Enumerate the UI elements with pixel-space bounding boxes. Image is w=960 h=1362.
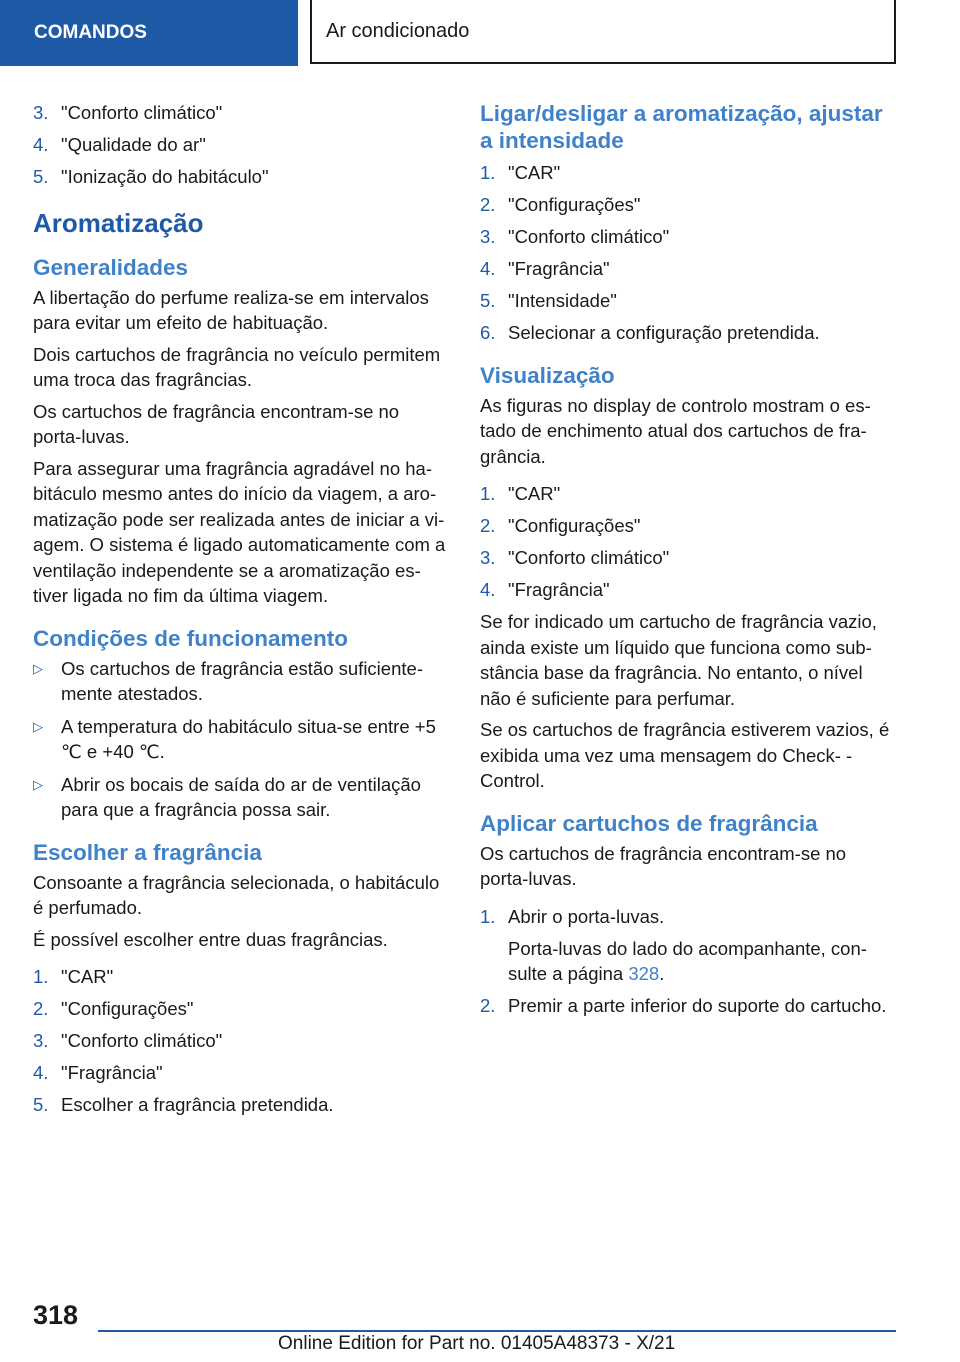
list-text: "CAR" bbox=[61, 966, 114, 987]
paragraph: Para assegurar uma fragrância agradável no habitáculo mesmo antes do início da viagem, a aromatização pode ser realizada antes de iniciar a viagem. O sistema é ligado automaticamente com a ventilação independente se a aromatização estiver ligada no fim da última viagem. bbox=[33, 457, 446, 606]
edition-footer: Online Edition for Part no. 01405A48373 - X/21 bbox=[278, 1333, 676, 1354]
list-number: 2. bbox=[480, 515, 496, 536]
heading-visualizacao: Visualização bbox=[480, 362, 615, 388]
list-number: 5. bbox=[33, 1094, 49, 1115]
list-number: 2. bbox=[33, 998, 49, 1019]
chapter-title: Ar condicionado bbox=[310, 0, 896, 64]
bullet-item bbox=[33, 772, 447, 823]
paragraph: Os cartuchos de fragrância encontram-se no porta-luvas. bbox=[480, 842, 847, 889]
bullet-text: A temperatura do habitáculo situa-se entre +5 ℃ e +40 ℃. bbox=[61, 715, 436, 762]
bullet-item bbox=[33, 656, 447, 707]
list-number: 4. bbox=[33, 1062, 49, 1083]
continued-list bbox=[33, 100, 447, 190]
list-text: "CAR" bbox=[508, 483, 561, 504]
step-note bbox=[508, 936, 890, 987]
list-number: 1. bbox=[480, 162, 496, 183]
list-number: 1. bbox=[33, 966, 49, 987]
list-text: "Conforto climático" bbox=[61, 1030, 223, 1051]
triangle-bullet-icon: ▷ bbox=[33, 660, 43, 676]
list-item bbox=[480, 513, 890, 539]
paragraph: As figuras no display de controlo mostram o estado de enchimento atual dos cartuchos de fragrância. bbox=[480, 394, 871, 467]
list-text: "Conforto climático" bbox=[508, 547, 670, 568]
list-number: 6. bbox=[480, 322, 496, 343]
bullet-text: Os cartuchos de fragrância estão suficientemente atestados. bbox=[61, 657, 423, 704]
note-text: Porta-luvas do lado do acompanhante, consulte a página bbox=[508, 937, 867, 984]
list-text: "Fragrância" bbox=[508, 579, 610, 600]
list-number: 1. bbox=[480, 483, 496, 504]
triangle-bullet-icon: ▷ bbox=[33, 776, 43, 792]
list-text: "Intensidade" bbox=[508, 290, 617, 311]
paragraph: Se os cartuchos de fragrância estiverem vazios, é exibida uma vez uma mensagem do Check- -Control. bbox=[480, 719, 890, 791]
paragraph: Se for indicado um cartucho de fragrância vazio, ainda existe um líquido que funciona como substância base da fragrância. No entanto, o nível não é suficiente para perfumar. bbox=[480, 611, 877, 709]
list-number: 3. bbox=[33, 1030, 49, 1051]
list-item bbox=[480, 192, 890, 218]
list-number: 1. bbox=[480, 905, 496, 927]
steps-list bbox=[480, 481, 890, 603]
list-text: "Qualidade do ar" bbox=[61, 134, 206, 155]
list-text: "Conforto climático" bbox=[61, 102, 223, 123]
list-number: 2. bbox=[480, 194, 496, 215]
section-title-aromatizacao: Aromatização bbox=[33, 207, 204, 238]
footer-divider bbox=[98, 1330, 896, 1332]
page-link[interactable]: 328 bbox=[628, 963, 660, 984]
steps-list bbox=[480, 160, 890, 346]
paragraph: Os cartuchos de fragrância encontram-se no porta-luvas. bbox=[33, 400, 400, 447]
conditions-list bbox=[33, 656, 447, 823]
list-text: "Configurações" bbox=[508, 194, 641, 215]
list-number: 4. bbox=[480, 258, 496, 279]
list-text: Escolher a fragrância pretendida. bbox=[61, 1094, 334, 1115]
list-item bbox=[480, 577, 890, 603]
heading-ligar-desligar: Ligar/desligar a aromatização, ajustar a intensidade bbox=[480, 101, 883, 153]
steps-list bbox=[480, 904, 890, 930]
paragraph: Dois cartuchos de fragrância no veículo permitem uma troca das fragrâncias. bbox=[33, 343, 441, 390]
list-number: 4. bbox=[480, 579, 496, 600]
list-text: "Fragrância" bbox=[508, 258, 610, 279]
list-item bbox=[480, 320, 890, 346]
steps-list bbox=[33, 964, 447, 1118]
heading-escolher: Escolher a fragrância bbox=[33, 839, 262, 865]
list-item bbox=[33, 1092, 447, 1118]
list-item bbox=[33, 164, 447, 190]
list-text: "CAR" bbox=[508, 162, 561, 183]
list-text: "Fragrância" bbox=[61, 1062, 163, 1083]
section-tab: COMANDOS bbox=[0, 0, 298, 66]
bullet-text: Abrir os bocais de saída do ar de ventilação para que a fragrância possa sair. bbox=[61, 773, 421, 820]
list-text: "Ionização do habitáculo" bbox=[61, 166, 269, 187]
list-number: 2. bbox=[480, 994, 496, 1016]
right-column bbox=[480, 100, 890, 1025]
list-item bbox=[33, 132, 447, 158]
list-number: 5. bbox=[480, 290, 496, 311]
paragraph: A libertação do perfume realiza-se em intervalos para evitar um efeito de habituação. bbox=[33, 286, 429, 333]
list-item bbox=[33, 1028, 447, 1054]
list-text: "Conforto climático" bbox=[508, 226, 670, 247]
list-item bbox=[480, 545, 890, 571]
list-text: Abrir o porta-luvas. bbox=[508, 905, 665, 927]
page-number: 318 bbox=[33, 1300, 79, 1330]
paragraph: Consoante a fragrância selecionada, o habitáculo é perfumado. bbox=[33, 871, 440, 918]
left-column bbox=[33, 100, 447, 1124]
list-item bbox=[480, 904, 890, 930]
paragraph: É possível escolher entre duas fragrâncias. bbox=[33, 928, 388, 950]
heading-generalidades: Generalidades bbox=[33, 254, 189, 280]
list-item bbox=[480, 160, 890, 186]
bullet-item bbox=[33, 714, 447, 765]
list-number: 3. bbox=[33, 102, 49, 123]
list-number: 3. bbox=[480, 226, 496, 247]
list-item bbox=[480, 993, 890, 1019]
heading-condicoes: Condições de funcionamento bbox=[33, 625, 349, 651]
list-item bbox=[480, 288, 890, 314]
list-item bbox=[33, 996, 447, 1022]
steps-list bbox=[480, 993, 890, 1019]
list-item bbox=[33, 964, 447, 990]
list-item bbox=[33, 1060, 447, 1086]
list-number: 3. bbox=[480, 547, 496, 568]
list-item bbox=[480, 224, 890, 250]
list-text: Selecionar a configuração pretendida. bbox=[508, 322, 820, 343]
note-end: . bbox=[659, 963, 665, 984]
triangle-bullet-icon: ▷ bbox=[33, 718, 43, 734]
list-text: Premir a parte inferior do suporte do cartucho. bbox=[508, 994, 887, 1016]
list-item bbox=[480, 256, 890, 282]
list-item bbox=[33, 100, 447, 126]
list-item bbox=[480, 481, 890, 507]
list-number: 5. bbox=[33, 166, 49, 187]
heading-aplicar-cartuchos: Aplicar cartuchos de fragrância bbox=[480, 810, 818, 836]
page-header bbox=[0, 0, 960, 66]
list-text: "Configurações" bbox=[61, 998, 194, 1019]
list-text: "Configurações" bbox=[508, 515, 641, 536]
list-number: 4. bbox=[33, 134, 49, 155]
